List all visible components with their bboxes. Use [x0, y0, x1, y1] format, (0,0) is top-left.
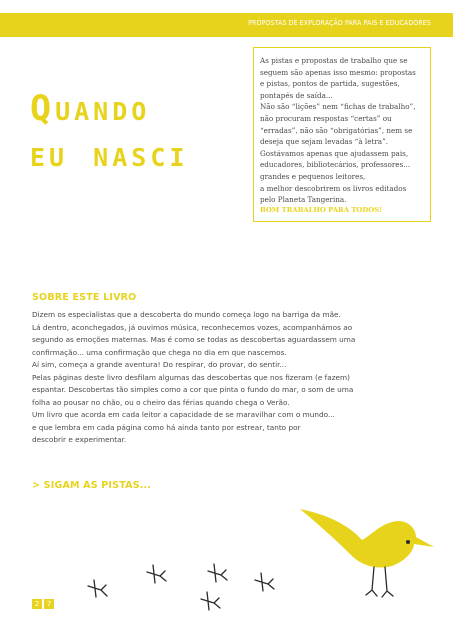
about-line: confirmação... uma confirmação que chega no dia em que nascemos.	[32, 347, 287, 357]
page-number-left: 2	[32, 599, 42, 609]
title-line-1: Quando	[30, 89, 151, 129]
pistas-heading: > SIGAM AS PISTAS...	[32, 480, 152, 491]
track-2	[88, 580, 107, 597]
bird	[300, 509, 434, 597]
intro-line: a melhor descobrirem os livros editados	[260, 183, 407, 193]
about-line: e que lembra em cada página como há ainda tanto por estrear, tanto por	[32, 422, 301, 432]
section-label: PROPOSTAS DE EXPLORAÇÃO PARA PAIS E EDUCADORES	[248, 19, 431, 27]
intro-line: seguem são apenas isso mesmo: propostas	[260, 67, 416, 77]
intro-line: Gostávamos apenas que ajudassem pais,	[260, 148, 409, 158]
about-line: Dizem os especialistas que a descoberta do mundo começa logo na barriga da mãe.	[32, 310, 341, 319]
track-5	[255, 573, 274, 591]
about-line: Um livro que acorda em cada leitor a capacidade de se maravilhar com o mundo...	[32, 410, 335, 420]
intro-line: As pistas e propostas de trabalho que se	[260, 56, 408, 65]
bird-tracks	[88, 564, 274, 610]
about-line: segundo as emoções maternas. Mas é como se todas as descobertas aguardassem uma	[32, 335, 356, 345]
intro-line: educadores, bibliotecários, professores...	[260, 160, 411, 170]
bird-body	[300, 509, 434, 568]
bird-legs	[366, 567, 393, 597]
bird-eye	[406, 540, 410, 544]
page-number-right: 7	[44, 599, 54, 609]
intro-line: “erradas”, não são “obrigatórias”, nem se	[260, 125, 413, 135]
about-line: descobrir e experimentar.	[32, 435, 127, 445]
intro-line: Não são “lições” nem “fichas de trabalho”,	[260, 102, 416, 112]
track-1	[147, 565, 166, 583]
about-line: Aí sim, começa a grande aventura! Do respirar, do provar, do sentir...	[32, 360, 287, 370]
intro-line: pelo Planeta Tangerina.	[260, 195, 347, 205]
track-3	[208, 564, 227, 582]
about-line: Pelas páginas deste livro desfilam algumas das descobertas que nos fizeram (e fazem)	[32, 372, 350, 382]
about-heading: SOBRE ESTE LIVRO	[32, 292, 137, 303]
intro-line: e pistas, pontos de partida, sugestões,	[260, 79, 400, 89]
about-line: Lá dentro, aconchegados, já ouvimos música, reconhecemos vozes, acompanhámos ao	[32, 322, 353, 332]
intro-line: não procuram respostas “certas” ou	[260, 113, 392, 123]
title-line-2: eu nasci	[30, 135, 189, 175]
intro-callout: BOM TRABALHO PARA TODOS!	[260, 206, 383, 214]
track-4	[201, 592, 220, 610]
about-line: folha ao pousar no chão, ou o cheiro das férias quando chega o Verão.	[32, 397, 290, 407]
intro-line: grandes e pequenos leitores,	[260, 171, 366, 181]
intro-line: deseja que sejam levadas “à letra”.	[260, 137, 389, 147]
intro-line: pontapés de saída...	[260, 90, 333, 100]
about-line: espantar. Descobertas tão simples como a cor que pinta o fundo do mar, o som de uma	[32, 385, 354, 395]
